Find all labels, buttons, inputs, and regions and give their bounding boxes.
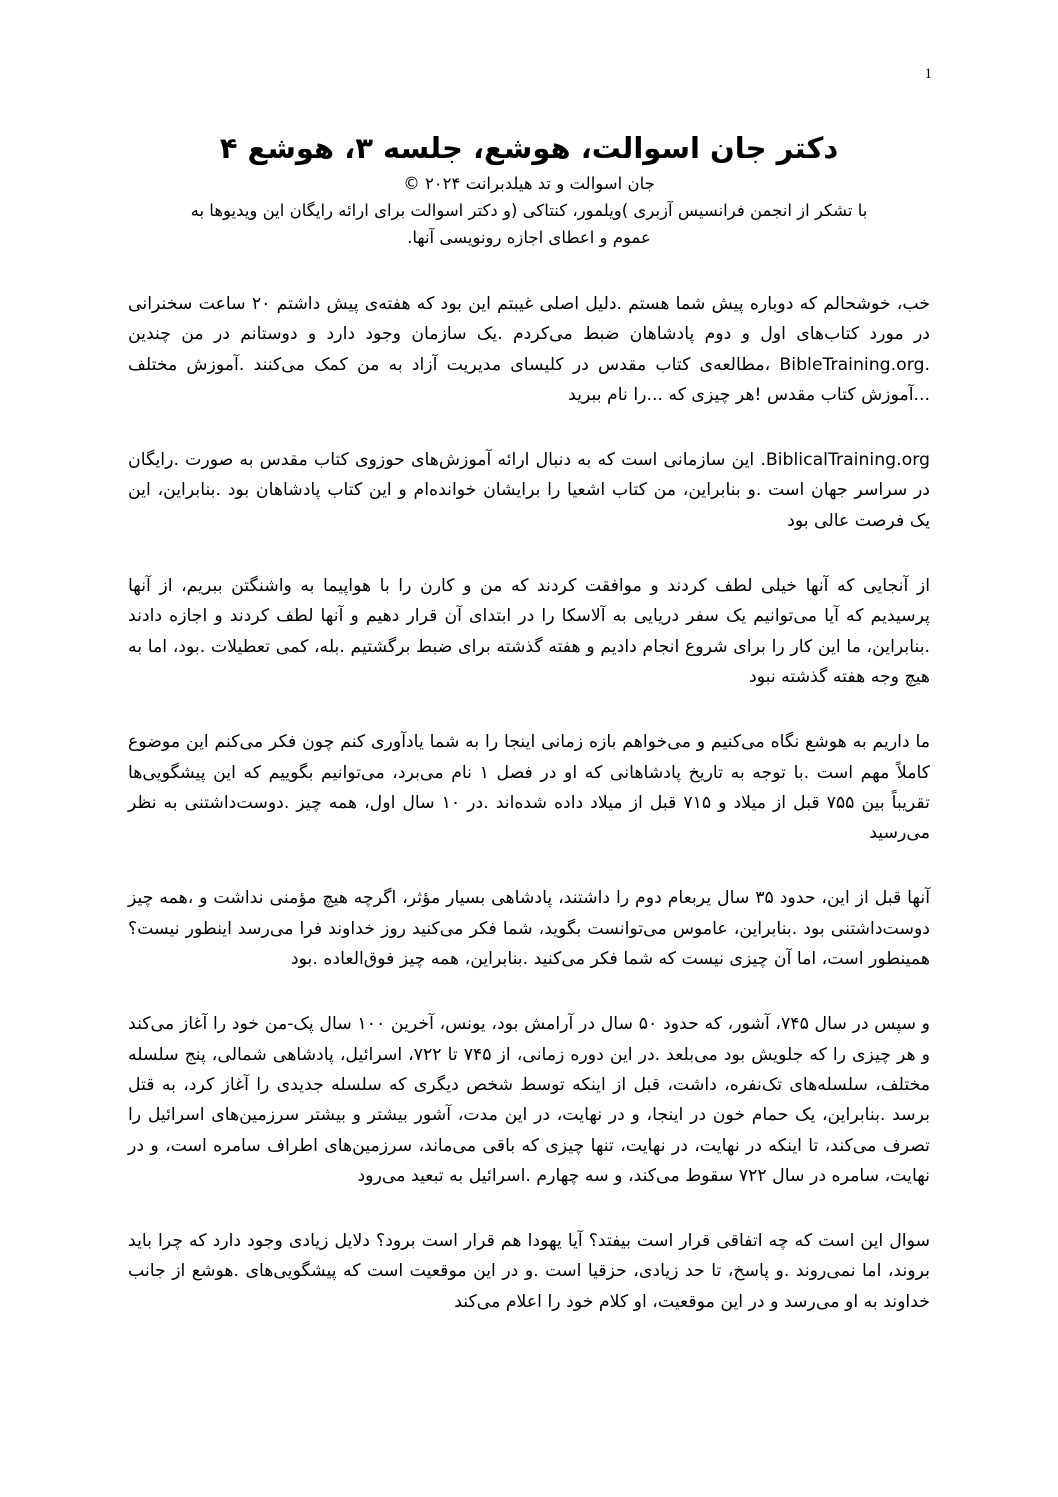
- paragraph: خب، خوشحالم که دوباره پیش شما هستم .دلیل اصلی غیبتم این بود که هفته‌ی پیش داشتم ۲۰ ساعت سخنرانی در مورد کتاب‌های اول و دوم پادشاهان ضبط می‌کردم .یک سازمان وجود دارد و دوستانم در من چندین .BibleTraining.org ،مطالعه‌ی کتاب مقدس در کلیسای مدیریت آزاد به من کمک می‌کنند .آموزش مختلف ...آموزش کتاب مقدس !هر چیزی که ...را نام ببرید: [128, 294, 930, 405]
- acknowledgment-line: با تشکر از انجمن فرانسیس آزبری )ویلمور، کنتاکی (و دکتر اسوالت برای ارائه رایگان این ویدیوها به عموم و اعطای اجازه رونویسی آنها.: [190, 201, 868, 247]
- paragraph: ما داریم به هوشع نگاه می‌کنیم و می‌خواهم بازه زمانی اینجا را به شما یادآوری کنم چون فکر می‌کنم این موضوع کاملاً مهم است .با توجه به تاریخ پادشاهانی که او در فصل ۱ نام می‌برد، می‌توانیم بگوییم که این پیشگویی‌ها تقریباً بین ۷۵۵ قبل از میلاد و ۷۱۵ قبل از میلاد داده شده‌اند .در ۱۰ سال اول، همه چیز .دوست‌داشتنی به نظر می‌رسید: [128, 732, 930, 844]
- paragraph: BiblicalTraining.org. این سازمانی است که به دنبال ارائه آموزش‌های حوزوی کتاب مقدس به صورت .رایگان در سراسر جهان است .و بنابراین، من کتاب اشعیا را برایشان خوانده‌ام و این کتاب پادشاهان بود .بنابراین، این یک فرصت عالی بود: [128, 450, 930, 531]
- paragraph: از آنجایی که آنها خیلی لطف کردند و موافقت کردند که من و کارن را با هواپیما به واشنگتن ببریم، از آنها پرسیدیم که آیا می‌توانیم یک سفر دریایی به آلاسکا را در ابتدای آن قرار دهیم و آنها لطف کردند و اجازه دادند .بنابراین، ما این کار را برای شروع انجام دادیم و هفته گذشته برای ضبط برگشتیم .بله، کمی تعطیلات .بود، اما به هیچ وجه هفته گذشته نبود: [128, 576, 930, 687]
- paragraph: و سپس در سال ۷۴۵، آشور، که حدود ۵۰ سال در آرامش بود، یونس، آخرین ۱۰۰ سال پک-من خود را آغاز می‌کند و هر چیزی را که جلویش بود می‌بلعد .در این دوره زمانی، از ۷۴۵ تا ۷۲۲، اسرائیل، پادشاهی شمالی، پنج سلسله مختلف، سلسله‌های تک‌نفره، داشت، قبل از اینکه توسط شخص دیگری که سلسله جدیدی را آغاز کرد، به قتل برسد .بنابراین، یک حمام خون در اینجا، و در نهایت، در این مدت، آشور بیشتر و بیشتر سرزمین‌های اسرائیل را تصرف می‌کند، تا اینکه در نهایت، در نهایت، تنها چیزی که باقی می‌ماند، سرزمین‌های اطراف سامره است، و در نهایت، سامره در سال ۷۲۲ سقوط می‌کند، و سه چهارم .اسرائیل به تبعید می‌رود: [128, 1014, 931, 1186]
- copyright-line: جان اسوالت و تد هیلدبرانت ۲۰۲۴ ©: [403, 174, 655, 193]
- document-header: [128, 126, 930, 251]
- paragraph: آنها قبل از این، حدود ۳۵ سال یربعام دوم را داشتند، پادشاهی بسیار مؤثر، اگرچه هیچ مؤمنی نداشت و ،همه چیز دوست‌داشتنی بود .بنابراین، عاموس می‌توانست بگوید، شما فکر می‌کنید روز خداوند فرا می‌رسد اینطور نیست؟ همینطور است، اما آن چیزی نیست که شما فکر می‌کنید .بنابراین، همه چیز فوق‌العاده .بود: [128, 888, 930, 970]
- paragraph: سوال این است که چه اتفاقی قرار است بیفتد؟ آیا یهودا هم قرار است برود؟ دلایل زیادی وجود دارد که چرا باید بروند، اما نمی‌روند .و پاسخ، تا حد زیادی، حزقیا است .و در این موقعیت است که پیشگویی‌های .هوشع از جانب خداوند به او می‌رسد و در این موقعیت، او کلام خود را اعلام می‌کند: [128, 1231, 930, 1312]
- transcript-body: [128, 289, 930, 1352]
- document-title: دکتر جان اسوالت، هوشع، جلسه ۳، هوشع ۴: [219, 131, 839, 165]
- page-number: 1: [924, 66, 932, 82]
